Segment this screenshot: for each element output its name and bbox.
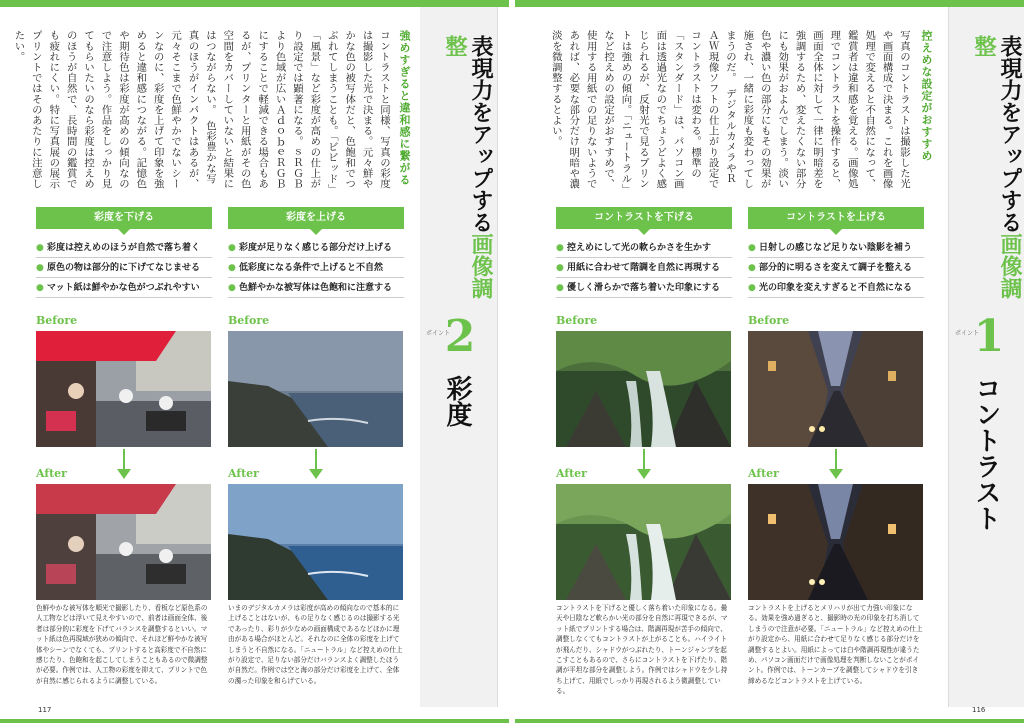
tab-contrast-up: コントラストを上げる xyxy=(748,207,924,229)
tab-saturation-up: 彩度を上げる xyxy=(228,207,404,229)
photo-market-before xyxy=(36,331,211,447)
tab-saturation-down: 彩度を下げる xyxy=(36,207,212,229)
tab-contrast-down: コントラストを下げる xyxy=(556,207,732,229)
bullet-saturation-down-2: ● 原色の物は部分的に下げてなじませる xyxy=(36,259,212,278)
left-title: 表現力をアップする画像調整 xyxy=(442,35,494,299)
bullet-contrast-up-2: ● 部分的に明るさを変えて調子を整える xyxy=(748,259,924,278)
caption-saturation-up: いまのデジタルカメラは彩度が高めの傾向なので基本的に上げることはないが、もの足りなく感じるのは撮影する光であったり、彩りが少なめの画面構成であるなどほかに理由がある場合がほとんど。それなのに全体の彩度を上げてしまうと不自然になる。「ニュートラル」など控えめの仕上がり設定で、足りない部分だけバランスよく調整したほうが自然だ。作例では空と海の部分だけ彩度を上げて、全体の濁った印象を和らげている。 xyxy=(228,604,403,685)
footer-bar-left xyxy=(0,719,509,723)
left-theme: 彩度 xyxy=(442,375,472,427)
bullet-saturation-up-1: ● 彩度が足りなく感じる部分だけ上げる xyxy=(228,239,404,258)
left-point-label: ポイント xyxy=(426,330,451,337)
label-after-waterfall: After xyxy=(556,467,587,480)
top-bar-left xyxy=(0,0,509,7)
photo-street-after xyxy=(748,484,923,600)
photo-coast-after xyxy=(228,484,403,600)
label-before-street: Before xyxy=(748,314,790,327)
right-point-label: ポイント xyxy=(955,330,980,337)
caption-saturation-down: 色鮮やかな被写体を順光で撮影したり、看板など原色系の人工物などは浮いて見えやすいので、前者は画面全体、後者は部分的に彩度を下げてバランスを調整するといい。マット紙は色再現域が狭めの傾向で、それほど鮮やかな被写体やシーンでなくても、プリントすると高彩度で不自然に感じたり、色飽和を起こしてしまうこともあるので微調整が必要。作例では、人工物の彩度を抑えて、プリントで色が自然に感じられるように調整している。 xyxy=(36,604,208,685)
bullet-contrast-up-1: ● 日射しの感じなど足りない陰影を補う xyxy=(748,239,924,258)
caption-contrast-up: コントラストを上げるとメリハリが出て力強い印象になる。効果を強め過ぎると、撮影時の光の印象を打ち消してしまうので注意が必要。「ニュートラル」など控えめの仕上がり設定から、用紙に合わせて足りなく感じる部分だけを調整するとよい。用紙によっては白や階調再現性が違うため、パソコン画面だけで画像処理を判断しないことがポイント。作例では、トーンカーブを調整してシャドウを引き締めるなどコントラストを上げている。 xyxy=(748,604,923,685)
label-before-waterfall: Before xyxy=(556,314,598,327)
right-title: 表現力をアップする画像調整 xyxy=(971,35,1023,299)
right-sidebar xyxy=(948,7,1024,707)
arrow-down-coast xyxy=(309,449,323,479)
label-before-market: Before xyxy=(36,314,78,327)
right-theme: コントラスト xyxy=(971,375,1001,531)
page-number-left: 117 xyxy=(38,706,52,714)
bullet-contrast-down-2: ● 用紙に合わせて階調を自然に再現する xyxy=(556,259,732,278)
left-sidebar xyxy=(420,7,498,707)
label-after-street: After xyxy=(748,467,779,480)
bullet-saturation-down-3: ● マット紙は鮮やかな色がつぶれやすい xyxy=(36,279,212,298)
page-number-right: 116 xyxy=(972,706,986,714)
bullet-saturation-up-2: ● 低彩度になる条件で上げると不自然 xyxy=(228,259,404,278)
left-point-number: 2 xyxy=(444,311,476,362)
right-point-number: 1 xyxy=(973,311,1005,362)
left-heading: 強めすぎると違和感に繋がる xyxy=(398,30,411,186)
label-before-coast: Before xyxy=(228,314,270,327)
bullet-contrast-down-3: ● 優しく滑らかで落ち着いた印象にする xyxy=(556,279,732,298)
caption-contrast-down: コントラストを下げると優しく落ち着いた印象になる。曇天や日陰など軟らかい光の部分を自然に再現できるが、マット紙でプリントする場合は、階調再現が苦手の傾向で、調整しなくてもコントラストが上がることも。ハイライトが飛んだり、シャドウがつぶれたり、トーンジャンプを起こすこともあるので、さらにコントラストを下げたり、階調が平坦な部分を調整しよう。作例ではシャドウを少し持ち上げて、用紙でしっかり再現されるよう微調整している。 xyxy=(556,604,728,696)
photo-street-before xyxy=(748,331,923,447)
footer-bar-right xyxy=(515,719,1024,723)
right-body: 写真のコントラストは撮影した光や画面構成で決まる。これを画像処理で変えると不自然になって、鑑賞者は違和感を覚える。画像処理でコントラストを操作すると、画面全体に対して一律に明暗差を強調するため、変えたくない部分にも効果がおよんでしまう。淡い色や濃い色の部分にもその効果が施され、一緒に彩度も変わってしまうのだ。 デジタルカメラやＲＡＷ現像ソフトの仕上がり設定でコントラストは変わる。標準の「スタンダード」は、パソコン画面は透過光なのでちょうどよく感じられるが、反射光で見るプリントは強めの傾向。「ニュートラル」など控えめの設定がおすすめで、使用する用紙での足りないようであれば、必要な部分だけ明暗や濃淡を微調整するとよい。 xyxy=(549,30,910,190)
photo-waterfall-before xyxy=(556,331,731,447)
label-after-market: After xyxy=(36,467,67,480)
bullet-contrast-down-1: ● 控えめにして光の軟らかさを生かす xyxy=(556,239,732,258)
photo-market-after xyxy=(36,484,211,600)
bullet-contrast-up-3: ● 光の印象を変えすぎると不自然になる xyxy=(748,279,924,298)
left-body: コントラストと同様、写真の彩度は撮影した光で決まる。元々鮮やかな色の被写体だと、色飽和でつぶれてしまうことも。「ビビッド」「風景」など彩度が高めの仕上がり設定では顕著になる。ｓＲＧＢより色域が広いＡｄｏｂｅＲＧＢにすることで軽減できる場合もあるが、プリンターと用紙がその色空間をカバーしていないと結果にはつながらない。 色彩豊かな写真のほうがインパクトはあるが、元々そこまで色鮮やかでないシーンなのに、彩度を上げて印象を強めると違和感につながる。記憶色や期待色は彩度が高めの傾向なので注意しよう。作品をしっかり見てもらいたいのなら彩度は控えめのほうが自然で、長時間の鑑賞でも疲れにくい。特に写真展の展示プリントではそのあたりに注意したい。 xyxy=(12,30,390,190)
arrow-down-waterfall xyxy=(637,449,651,479)
arrow-down-market xyxy=(117,449,131,479)
label-after-coast: After xyxy=(228,467,259,480)
photo-waterfall-after xyxy=(556,484,731,600)
arrow-down-street xyxy=(829,449,843,479)
right-heading: 控えめな設定がおすすめ xyxy=(920,30,933,162)
bullet-saturation-down-1: ● 彩度は控えめのほうが自然で落ち着く xyxy=(36,239,212,258)
bullet-saturation-up-3: ● 色鮮やかな被写体は色飽和に注意する xyxy=(228,279,404,298)
photo-coast-before xyxy=(228,331,403,447)
top-bar-right xyxy=(515,0,1024,7)
